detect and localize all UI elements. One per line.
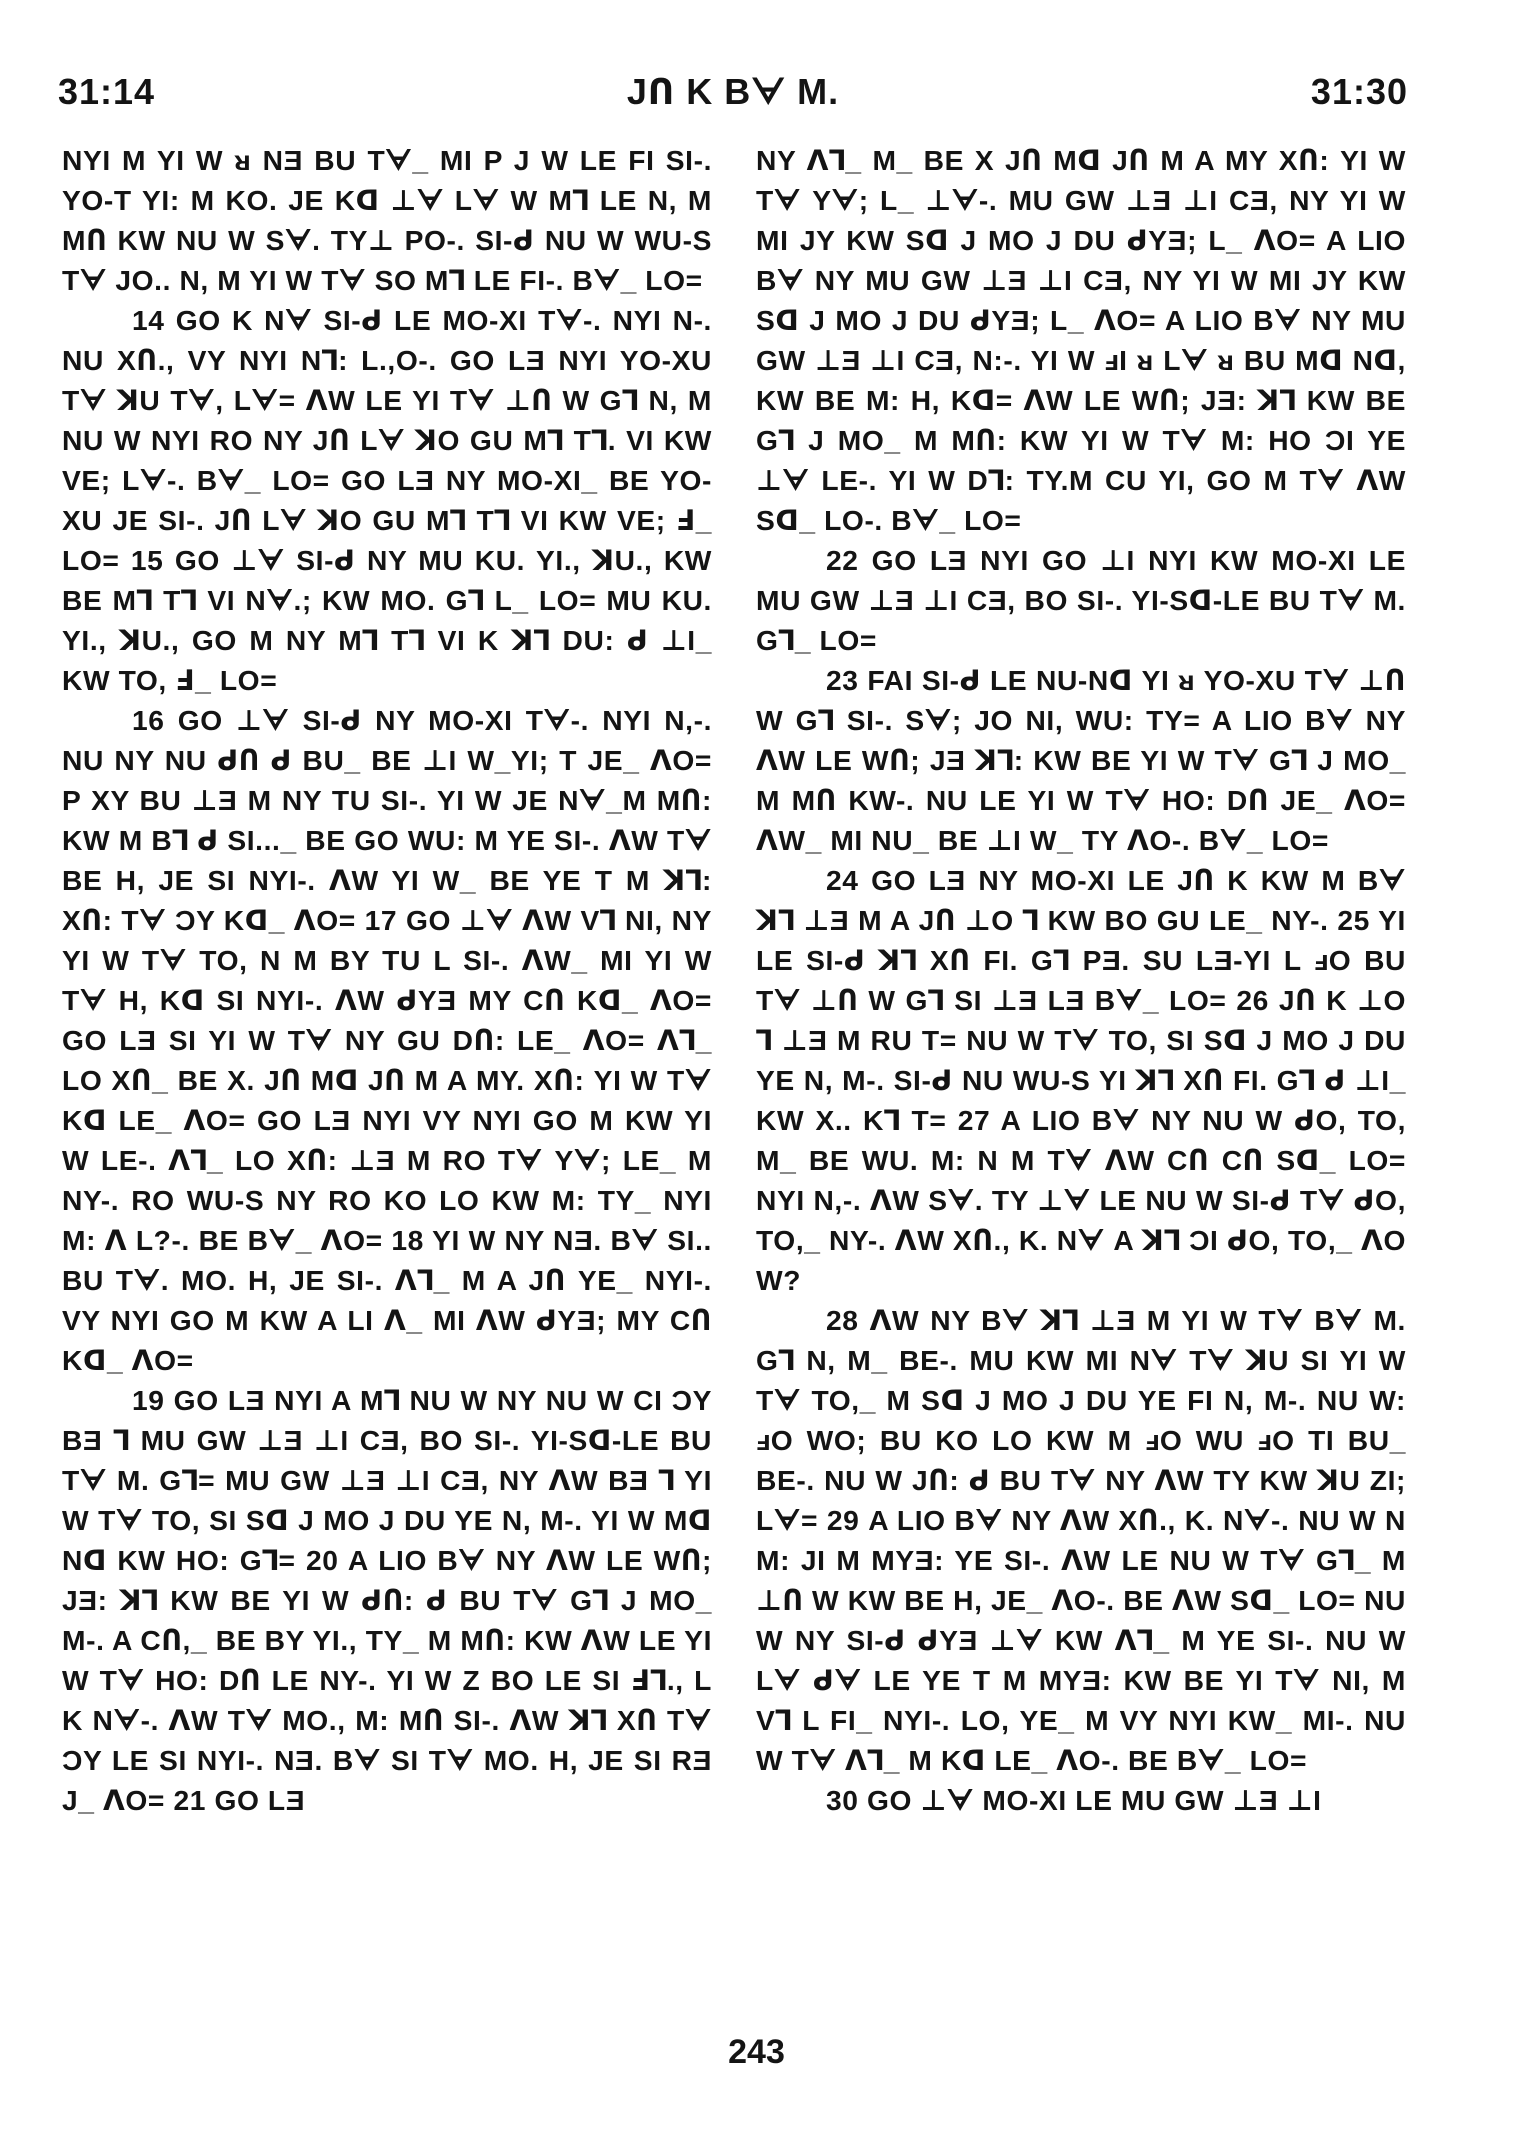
paragraph — [756, 540, 1406, 660]
paragraph-text: A LIO Bᗄ NY ᐱW XՈ., K. Nᗄ-. NU W N M: JI M MYƎ: YE SI-. ᐱW LE NU W Tᗄ G⅂_ M ⊥Ո W KW BE H, JE_ ᐱO-. BE ᐱW Sᗡ_ LO= NU W NY SI-ᑯ ᑯYƎ ⊥ᗄ KW ᐱ⅂_ M YE SI-. NU W Lᗄ ᑯᗄ LE YE T M MYƎ: KW BE YI Tᗄ NI, M V⅂ L FI_ NYI-. LO, YE_ M VY NYI KW_ MI-. NU W Tᗄ ᐱ⅂_ M Kᗡ LE_ ᐱO-. BE Bᗄ_ LO= — [756, 1504, 1406, 1776]
paragraph-text: GO LƎ NY MO-XI LE JՈ K KW M Bᗄ ꓘ⅂ ⊥Ǝ M A JՈ ⊥O ⅂ KW BO GU LE_ NY-. — [756, 864, 1406, 936]
verse-number: 27 — [957, 1104, 991, 1136]
paragraph-text: GO ⊥ᗄ SI-ᑯ NY MU KU. YI., ꓘU., KW BE M⅂ T⅂ VI Nᗄ.; KW MO. G⅂ L_ LO= MU KU. YI., ꓘU., GO M NY M⅂ T⅂ VI K ꓘ⅂ DU: ᑯ ⊥I_ KW TO, Ⅎ_ LO= — [62, 544, 712, 696]
paragraph — [62, 700, 712, 1380]
verse-number: 28 — [826, 1304, 859, 1336]
right-text-column — [756, 140, 1406, 1820]
verse-number: 29 — [826, 1504, 860, 1536]
running-header — [58, 66, 1408, 118]
verse-number: 26 — [1236, 984, 1269, 1016]
verse-number: 25 — [1337, 904, 1370, 936]
verse-number: 20 — [306, 1544, 339, 1576]
verse-number: 18 — [391, 1224, 424, 1256]
paragraph-text: GO LƎ NYI A M⅂ NU W NY NU W CI ƆY BƎ ⅂ MU GW ⊥Ǝ ⊥I CƎ, BO SI-. YI-Sᗡ-LE BU Tᗄ M. G⅂= MU GW ⊥Ǝ ⊥I CƎ, NY ᐱW BƎ ⅂ YI W Tᗄ TO, SI Sᗡ J MO J DU YE N, M-. YI W Mᗡ Nᗡ KW HO: G⅂= — [62, 1384, 712, 1576]
paragraph — [756, 660, 1406, 860]
verse-range-start: 31:14 — [58, 71, 156, 112]
verse-number: 15 — [130, 544, 164, 576]
paragraph-text: ᐱW NY Bᗄ ꓘ⅂ ⊥Ǝ M YI W Tᗄ Bᗄ M. G⅂ N, M_ BE-. MU KW MI Nᗄ Tᗄ ꓘU SI YI W Tᗄ TO,_ M Sᗡ J MO J DU YE FI N, M-. NU W: ⅎO WO; BU KO LO KW M ⅎO WU ⅎO TI BU_ BE-. NU W JՈ: ᑯ BU Tᗄ NY ᐱW TY KW ꓘU ZI; Lᗄ= — [756, 1304, 1406, 1536]
paragraph-text: FAI SI-ᑯ LE NU-Nᗡ YI ᴚ YO-XU Tᗄ ⊥Ո W G⅂ SI-. Sᗄ; JO NI, WU: TY= A LIO Bᗄ NY ᐱW LE WՈ; JƎ ꓘ⅂: KW BE YI W Tᗄ G⅂ J MO_ M MՈ KW-. NU LE YI W Tᗄ HO: DՈ JE_ ᐱO= ᐱW_ MI NU_ BE ⊥I W_ TY ᐱO-. Bᗄ_ LO= — [756, 664, 1406, 856]
paragraph — [62, 1380, 712, 1820]
paragraph-text: GO K Nᗄ SI-ᑯ LE MO-XI Tᗄ-. NYI N-. NU XՈ., VY NYI N⅂: L.,O-. GO LƎ NYI YO-XU Tᗄ ꓘU Tᗄ, Lᗄ= ᐱW LE YI Tᗄ ⊥Ո W G⅂ N, M NU W NYI RO NY JՈ Lᗄ ꓘO GU M⅂ T⅂. VI KW VE; Lᗄ-. Bᗄ_ LO= GO LƎ NY MO-XI_ BE YO-XU JE SI-. JՈ Lᗄ ꓘO GU M⅂ T⅂ VI KW VE; Ⅎ_ LO= — [62, 304, 712, 576]
verse-number: 19 — [132, 1384, 165, 1416]
paragraph — [756, 860, 1406, 1300]
verse-number: 14 — [132, 304, 165, 336]
left-text-column — [62, 140, 712, 1820]
paragraph-text: GO LƎ — [214, 1784, 306, 1816]
paragraph — [62, 300, 712, 700]
paragraph — [756, 1300, 1406, 1780]
paragraph-text: A LIO Bᗄ NY NU W ᑯO, TO, M_ BE WU. M: N M Tᗄ ᐱW CՈ CՈ Sᗡ_ LO= NYI N,-. ᐱW Sᗄ. TY ⊥ᗄ LE NU W SI-ᑯ Tᗄ ᑯO, TO,_ NY-. ᐱW XՈ., K. Nᗄ A ꓘ⅂ ƆI ᑯO, TO,_ ᐱO W? — [756, 1104, 1407, 1296]
paragraph-text: NY ᐱ⅂_ M_ BE X JՈ Mᗡ JՈ M A MY XՈ: YI W Tᗄ Yᗄ; L_ ⊥ᗄ-. MU GW ⊥Ǝ ⊥I CƎ, NY YI W MI JY KW Sᗡ J MO J DU ᑯYƎ; L_ ᐱO= A LIO Bᗄ NY MU GW ⊥Ǝ ⊥I CƎ, NY YI W MI JY KW Sᗡ J MO J DU ᑯYƎ; L_ ᐱO= A LIO Bᗄ NY MU GW ⊥Ǝ ⊥I CƎ, N:-. YI W ⅎI ᴚ Lᗄ ᴚ BU Mᗡ Nᗡ, KW BE M: H, Kᗡ= ᐱW LE WՈ; JƎ: ꓘ⅂ KW BE G⅂ J MO_ M MՈ: KW YI W Tᗄ M: HO ƆI YE ⊥ᗄ LE-. YI W D⅂: TY.M CU YI, GO M Tᗄ ᐱW Sᗡ_ LO-. Bᗄ_ LO= — [756, 144, 1406, 536]
paragraph — [756, 1780, 1406, 1820]
verse-range-end: 31:30 — [1310, 71, 1408, 112]
verse-number: 16 — [132, 704, 165, 736]
paragraph — [756, 140, 1406, 540]
verse-number: 21 — [173, 1784, 206, 1816]
verse-number: 30 — [826, 1784, 859, 1816]
paragraph-text: NYI M YI W ᴚ NƎ BU Tᗄ_ MI P J W LE FI SI-. YO-T YI: M KO. JE Kᗡ ⊥ᗄ Lᗄ W M⅂ LE N, M MՈ KW NU W Sᗄ. TY⊥ PO-. SI-ᑯ NU W WU-S Tᗄ JO.. N, M YI W Tᗄ SO M⅂ LE FI-. Bᗄ_ LO= — [62, 144, 712, 296]
book-title: JՈ K Bᗄ M. — [626, 71, 840, 112]
page-number: 243 — [728, 2033, 785, 2071]
paragraph-text: GO LƎ NYI GO ⊥I NYI KW MO-XI LE MU GW ⊥Ǝ ⊥I CƎ, BO SI-. YI-Sᗡ-LE BU Tᗄ M. G⅂_ LO= — [756, 544, 1406, 656]
paragraph-text: GO ⊥ᗄ SI-ᑯ NY MO-XI Tᗄ-. NYI N,-. NU NY NU ᑯՈ ᑯ BU_ BE ⊥I W_YI; T JE_ ᐱO= P XY BU ⊥Ǝ M NY TU SI-. YI W JE Nᗄ_M MՈ: KW M B⅂ ᑯ SI..._ BE GO WU: M YE SI-. ᐱW Tᗄ BE H, JE SI NYI-. ᐱW YI W_ BE YE T M ꓘ⅂: XՈ: Tᗄ ƆY Kᗡ_ ᐱO= — [62, 704, 713, 936]
paragraph — [62, 140, 712, 300]
paragraph-text: GO ⊥ᗄ ᐱW V⅂ NI, NY YI W Tᗄ TO, N M BY TU L SI-. ᐱW_ MI YI W Tᗄ H, Kᗡ SI NYI-. ᐱW ᑯYƎ MY CՈ Kᗡ_ ᐱO= GO LƎ SI YI W Tᗄ NY GU DՈ: LE_ ᐱO= ᐱ⅂_ LO XՈ_ BE X. JՈ Mᗡ JՈ M A MY. XՈ: YI W Tᗄ Kᗡ LE_ ᐱO= GO LƎ NYI VY NYI GO M KW YI W LE-. ᐱ⅂_ LO XՈ: ⊥Ǝ M RO Tᗄ Yᗄ; LE_ M NY-. RO WU-S NY RO KO LO KW M: TY_ NYI M: ᐱ L?-. BE Bᗄ_ ᐱO= — [62, 904, 712, 1256]
verse-number: 23 — [826, 664, 859, 696]
paragraph-text: YI LE SI-ᑯ ꓘ⅂ XՈ FI. G⅂ PƎ. SU LƎ-YI L ⅎO BU Tᗄ ⊥Ո W G⅂ SI ⊥Ǝ LƎ Bᗄ_ LO= — [756, 904, 1406, 1016]
verse-number: 24 — [826, 864, 859, 896]
paragraph-text: A LIO Bᗄ NY ᐱW LE WՈ; JƎ: ꓘ⅂ KW BE YI W ᑯՈ: ᑯ BU Tᗄ G⅂ J MO_ M-. A CՈ,_ BE BY YI., TY_ M MՈ: KW ᐱW LE YI W Tᗄ HO: DՈ LE NY-. YI W Z BO LE SI Ⅎ⅂., L K Nᗄ-. ᐱW Tᗄ MO., M: MՈ SI-. ᐱW ꓘ⅂ XՈ Tᗄ ƆY LE SI NYI-. NƎ. Bᗄ SI Tᗄ MO. H, JE SI RƎ J_ ᐱO= — [62, 1544, 713, 1816]
verse-number: 17 — [364, 904, 398, 936]
paragraph-text: JՈ K ⊥O ⅂ ⊥Ǝ M RU T= NU W Tᗄ TO, SI Sᗡ J MO J DU YE N, M-. SI-ᑯ NU WU-S YI ꓘ⅂ XՈ FI. G⅂ ᑯ ⊥I_ KW X.. K⅂ T= — [756, 984, 1406, 1136]
paragraph-text: GO ⊥ᗄ MO-XI LE MU GW ⊥Ǝ ⊥I — [867, 1784, 1322, 1816]
verse-number: 22 — [826, 544, 859, 576]
paragraph-text: YI W NY NƎ. Bᗄ SI.. BU Tᗄ. MO. H, JE SI-. ᐱ⅂_ M A JՈ YE_ NYI-. VY NYI GO M KW A LI ᐱ_ MI ᐱW ᑯYƎ; MY CՈ Kᗡ_ ᐱO= — [62, 1224, 712, 1376]
